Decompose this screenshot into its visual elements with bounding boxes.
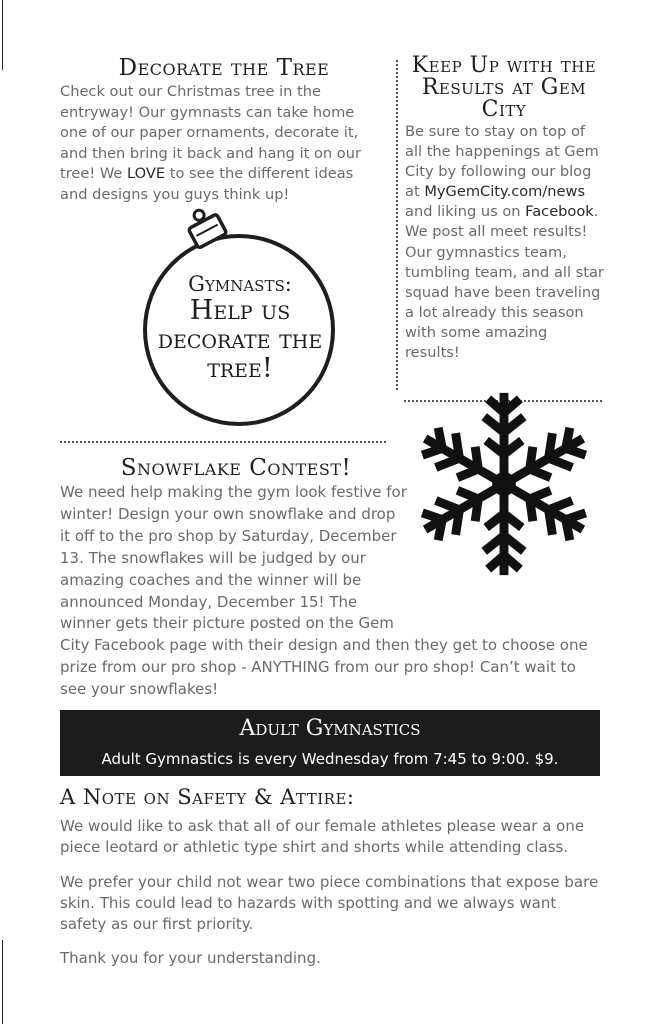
page-edge-line-top [2, 0, 3, 70]
snowflake-float-spacer [408, 482, 600, 616]
safety-heading: A Note on Safety & Attire: [60, 785, 355, 809]
adult-gymnastics-banner [60, 710, 600, 776]
keep-up-text-part3: . We post all meet results! Our gymnastics team, tumbling team, and all star squad have been traveling a lot already this season with some amazing results! [405, 203, 604, 362]
decorate-tree-text [60, 82, 380, 205]
keep-up-heading: Keep Up with the Results at Gem City [411, 53, 597, 122]
keep-up-text-part1: Be sure to stay on top of all the happenings at Gem City by following our blog at [405, 123, 599, 201]
keep-up-text [405, 122, 605, 363]
facebook-link[interactable]: Facebook [525, 203, 594, 221]
ornament-line-help: Help us decorate the tree! [157, 295, 323, 384]
decorate-tree-heading: Decorate the Tree [118, 55, 330, 81]
snowflake-contest-block [60, 482, 600, 701]
decorate-text-love: LOVE [127, 165, 166, 182]
divider-left [60, 441, 386, 443]
safety-paragraph-1: We would like to ask that all of our female athletes please wear a one piece leotard or athletic type shirt and shorts while attending class. [60, 817, 585, 856]
keep-up-text-part2: and liking us on [405, 203, 526, 221]
safety-paragraph-3: Thank you for your understanding. [60, 949, 321, 967]
safety-paragraph-2: We prefer your child not wear two piece combinations that expose bare skin. This could lead to hazards with spotting and we always want safety as our first priority. [60, 873, 599, 933]
ornament-line-gymnasts: Gymnasts: [188, 272, 292, 296]
page-edge-line-bottom [2, 940, 3, 1024]
decorate-text-part1: Check out our Christmas tree in the entryway! Our gymnasts can take home one of our paper ornaments, decorate it, and then bring it back and hang it on our tree! We [60, 83, 361, 182]
snowflake-contest-heading: Snowflake Contest! [120, 455, 352, 481]
decorate-text-part2: to see the different ideas and designs you guys think up! [60, 165, 354, 203]
adult-gymnastics-heading: Adult Gymnastics [239, 716, 421, 741]
snowflake-contest-text: We need help making the gym look festive for winter! Design your own snowflake and drop it off to the pro shop by Saturday, December 13. The snowflakes will be judged by our amazing coaches and the winner will be announced Monday, December 15! The winner gets their picture posted on the Gem City Facebook page with their design and then they get to choose one prize from our pro shop - ANYTHING from our pro shop! Can’t wait to see your snowflakes! [60, 483, 588, 699]
blog-link[interactable]: MyGemCity.com/news [424, 183, 586, 201]
ornament-message [150, 272, 330, 383]
vertical-divider [396, 60, 398, 390]
adult-gymnastics-text: Adult Gymnastics is every Wednesday from 7:45 to 9:00. $9. [101, 750, 559, 768]
